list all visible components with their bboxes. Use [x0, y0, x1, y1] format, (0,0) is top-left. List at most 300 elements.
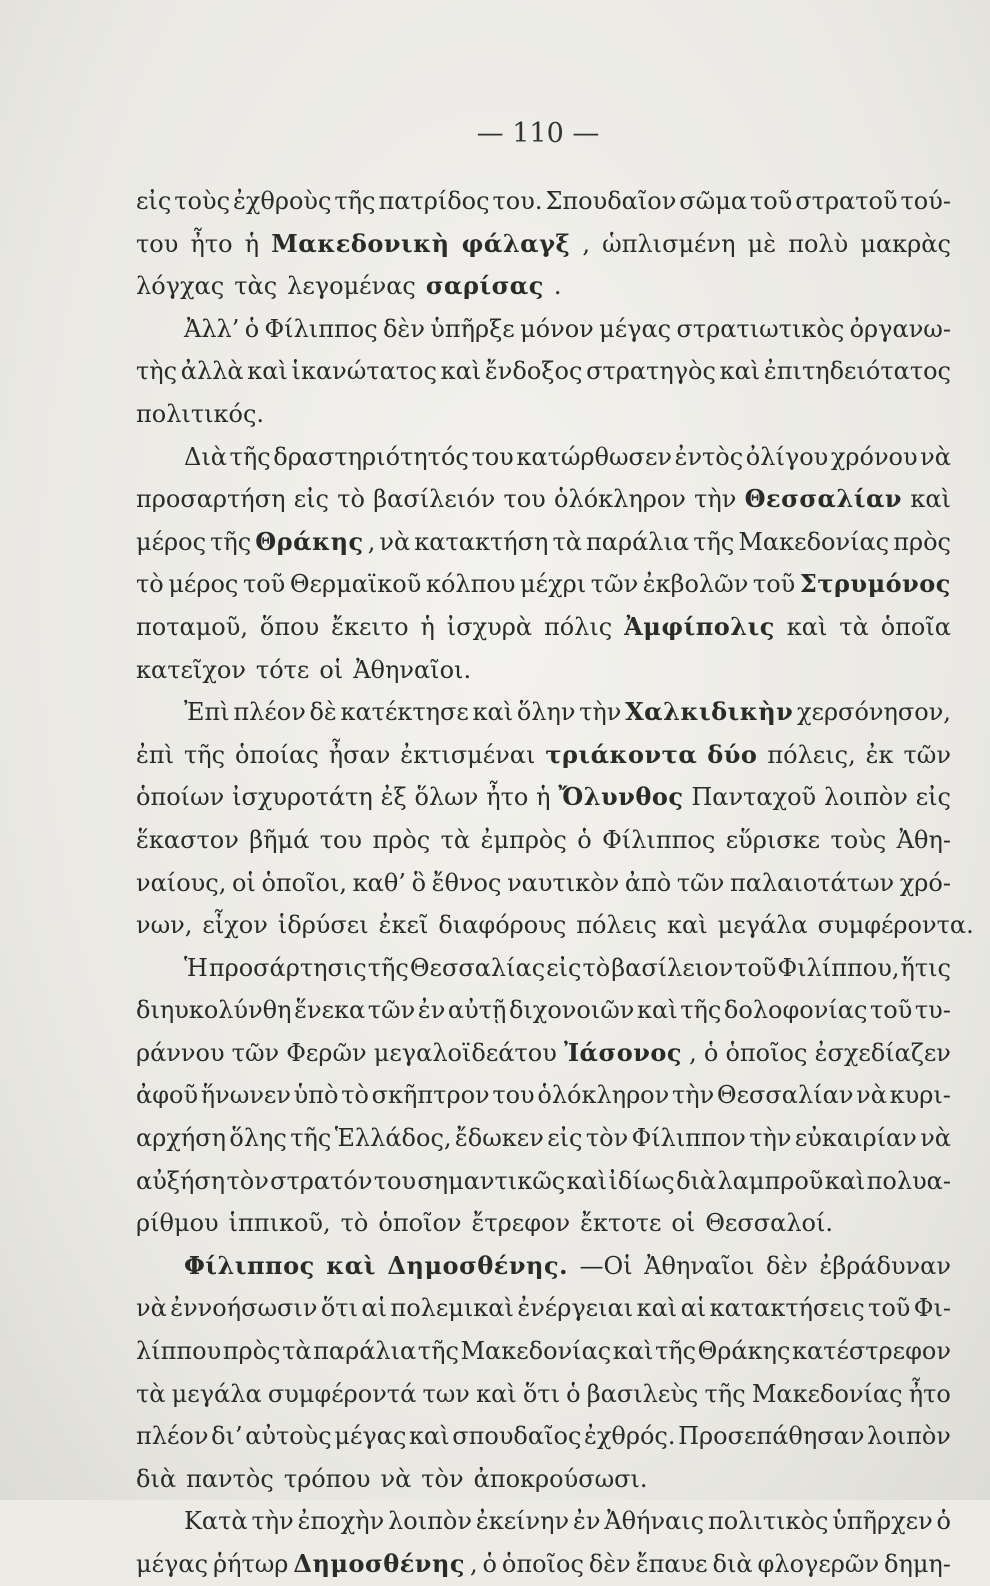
word: Θερμαϊκοῦ	[289, 570, 422, 599]
word: μόνον	[520, 314, 594, 343]
text-line	[136, 734, 951, 777]
text-line	[136, 393, 951, 436]
bold-term: Δημοσθένης	[293, 1549, 466, 1578]
word: καὶ	[667, 911, 708, 940]
word: τὸ	[337, 485, 365, 514]
word: Θράκης	[697, 1337, 791, 1366]
word: ὃ	[411, 868, 427, 897]
word: ἔτρεφον	[471, 1209, 571, 1238]
word: ἐχθροὺς	[232, 187, 332, 215]
word: τοῦ	[750, 187, 793, 215]
word: τῶν	[231, 1038, 280, 1067]
word: ἱδρύσει	[277, 911, 369, 940]
word: τὸ	[341, 1081, 369, 1110]
word: διὰ	[676, 1166, 717, 1195]
word: προσαρτήση	[136, 485, 286, 514]
word: εἰς	[546, 953, 582, 982]
word: Μακεδονίας	[738, 527, 890, 556]
word: πολεμικαὶ	[390, 1294, 514, 1323]
word: λόγχας	[136, 272, 225, 301]
body-text	[136, 180, 974, 1586]
word: παράλια	[586, 527, 690, 556]
word: ῥήτωρ	[212, 1550, 289, 1578]
word: ναίους,	[136, 868, 227, 897]
word: ἥνωνεν	[200, 1081, 291, 1110]
word: παλαιοτάτων	[729, 868, 895, 897]
word: Ἀθηναῖοι	[644, 1251, 755, 1280]
word: νὰ	[379, 527, 411, 556]
word: του	[492, 1081, 535, 1110]
word: ἡ	[420, 612, 435, 641]
word: Διὰ	[184, 442, 227, 471]
word: τὴν	[694, 485, 737, 514]
word: .	[553, 272, 562, 301]
word: ἕκαστον	[136, 825, 239, 854]
word: πλέον	[136, 1422, 209, 1451]
word: μέγας	[136, 1550, 209, 1578]
word: Ἀλλ’	[184, 314, 240, 343]
word: καὶ	[719, 357, 761, 386]
word: του	[136, 229, 179, 258]
word: ὅλης	[229, 1124, 287, 1153]
word: τοὺς	[174, 187, 231, 215]
word: ,	[689, 1038, 697, 1067]
word: στρατοῦ	[795, 187, 898, 215]
word: χερσόνησον,	[796, 698, 951, 727]
word: Φι-	[913, 1294, 951, 1323]
word: ὅλων	[414, 783, 479, 812]
word: ὁ	[577, 825, 592, 854]
word: δι’	[211, 1422, 243, 1451]
word: ὑπὸ	[293, 1081, 339, 1110]
text-line	[136, 563, 951, 606]
bold-term: Θεσσαλίαν	[744, 484, 903, 514]
text-line	[136, 1500, 951, 1543]
word: Φίλιππος	[264, 314, 378, 343]
word: Φίλιππος	[602, 825, 716, 854]
word: καὶ	[247, 357, 288, 386]
bold-term: Δημοσθένης.	[387, 1250, 568, 1280]
text-line	[136, 436, 951, 479]
word: μέχρι	[520, 570, 587, 599]
text-line	[136, 1373, 951, 1416]
word: ἦτο	[190, 229, 233, 258]
word: —Οἱ	[579, 1251, 633, 1280]
word: ναυτικὸν	[507, 868, 620, 897]
word: μεγάλα	[171, 1379, 262, 1408]
text-line	[136, 265, 951, 308]
word: νὰ	[920, 442, 951, 471]
word: ἔκειτο	[331, 612, 409, 641]
word: ὁ	[482, 1550, 497, 1578]
word: ἰσχυροτάτη	[232, 783, 373, 812]
word: πρὸς	[222, 1337, 281, 1366]
word: τὰ	[552, 527, 582, 556]
word: ὀλίγου	[745, 442, 829, 471]
bold-term: τριάκοντα	[545, 739, 698, 769]
word: τρόπου	[283, 1464, 371, 1493]
word: κυρι-	[889, 1081, 951, 1110]
bold-term: Χαλκιδικὴν	[625, 697, 794, 727]
word: ἐκ	[865, 740, 894, 769]
word: του	[319, 825, 363, 854]
word: τοῦ	[752, 570, 796, 599]
word: ὁποῖος	[501, 1550, 584, 1578]
word: μεγαλοϊδεάτου	[373, 1038, 557, 1067]
word: ἐντὸς	[674, 442, 744, 471]
word: δὲν	[382, 314, 425, 343]
word: πολὺ	[788, 229, 849, 258]
word: κόλπου	[425, 570, 516, 599]
word: Θεσσαλίας	[409, 953, 546, 982]
word: ἰσχυρὰ	[446, 612, 533, 641]
word: ὅλην	[516, 698, 576, 727]
text-line	[136, 308, 951, 351]
word: καὶ	[476, 1379, 517, 1408]
word: χρόνου	[830, 442, 918, 471]
word: μακρὰς	[860, 229, 951, 258]
word: ἀπὸ	[624, 868, 672, 897]
word: σπουδαῖος	[452, 1422, 582, 1451]
word: αὐτοὺς	[245, 1422, 332, 1451]
word: καὶ	[786, 612, 828, 641]
word: τῆς	[367, 953, 409, 982]
word: τῶν	[367, 996, 416, 1025]
word: ὅτι	[320, 1294, 358, 1323]
word: τὸν	[585, 1124, 629, 1153]
word: πολυα-	[866, 1166, 951, 1195]
word: Ἀθη-	[896, 825, 951, 854]
word: τὰς	[234, 272, 278, 301]
word: λίππου	[136, 1337, 222, 1366]
word: του.	[492, 187, 543, 215]
text-line	[136, 1245, 951, 1288]
word: τῶν	[590, 570, 639, 599]
word: ἔδωκεν	[454, 1124, 544, 1153]
word: Θεσσαλίαν	[716, 1081, 854, 1110]
word: κατέστρεφον	[791, 1337, 951, 1366]
word: ὁλόκληρον	[554, 485, 686, 514]
word: πρὸς	[372, 825, 431, 854]
bold-term: Στρυμόνος	[799, 569, 951, 599]
word: δὲν	[588, 1550, 631, 1578]
word: ἀφοῦ	[136, 1081, 199, 1110]
bold-term: Θράκης	[255, 526, 364, 556]
word: τῆς	[693, 527, 735, 556]
word: τὰ	[136, 1379, 166, 1408]
word: σκῆπτρον	[371, 1081, 490, 1110]
word: μέρος	[136, 527, 207, 556]
word: καὶ	[472, 698, 514, 727]
text-line	[136, 862, 951, 905]
word: καὶ	[636, 1294, 678, 1323]
word: ἱκανώτατος	[291, 357, 437, 386]
word: εἰς	[293, 485, 329, 514]
word: τὸν	[226, 1166, 269, 1195]
word: ἐπιτηδειότατος	[763, 357, 951, 386]
word: ἦσαν	[328, 740, 391, 769]
word: παντὸς	[186, 1464, 274, 1493]
word: ὁποῖοι,	[261, 868, 348, 897]
word: βασίλειόν	[373, 485, 496, 514]
word: τῆς	[229, 442, 271, 471]
word: ὁ	[936, 1507, 951, 1536]
word: των	[422, 1379, 470, 1408]
text-line	[136, 819, 951, 862]
word: ἐπὶ	[136, 740, 175, 769]
text-line	[136, 180, 951, 223]
word: Φίλιππον	[631, 1124, 746, 1153]
word: πατρίδος	[378, 187, 490, 215]
word: ὑπῆρχεν	[832, 1507, 933, 1536]
word: δὲν	[765, 1251, 808, 1280]
word: ὑπῆρξε	[430, 314, 515, 343]
word: σημαντικῶς	[417, 1166, 566, 1195]
word: Ἡ	[184, 953, 208, 982]
word: ἥτις	[900, 953, 951, 982]
word: Μακεδονίας	[751, 1379, 903, 1408]
word: βῆμά	[249, 825, 310, 854]
word: ποταμοῦ,	[136, 612, 248, 641]
bold-term: δύο	[707, 739, 758, 769]
word: ἐξ	[380, 783, 407, 812]
word: ὁποῖος	[725, 1038, 808, 1067]
word: τού-	[900, 187, 951, 215]
word: σῶμα	[679, 187, 748, 215]
word: παράλια	[313, 1337, 417, 1366]
word: πολιτικὸς	[707, 1507, 829, 1536]
word: ἐν	[417, 996, 446, 1025]
word: Φερῶν	[286, 1038, 367, 1067]
bold-term: φάλαγξ	[461, 228, 571, 258]
word: φλογερῶν	[757, 1550, 880, 1578]
word: ὁποῖα	[880, 612, 951, 641]
text-line	[136, 606, 951, 649]
word: τοῦ	[869, 996, 913, 1025]
word: Ἐπὶ	[184, 698, 230, 727]
word: κατεῖχον	[136, 655, 246, 684]
word: τῆς	[704, 1379, 746, 1408]
word: τῆς	[417, 1337, 459, 1366]
word: συμφέροντά	[267, 1379, 417, 1408]
word: οἱ	[231, 868, 256, 897]
word: ,	[469, 1550, 478, 1578]
text-line	[136, 1287, 951, 1330]
word: τὴν	[671, 1081, 715, 1110]
bold-term: Μακεδονικὴ	[271, 228, 450, 258]
text-line	[136, 1032, 951, 1075]
text-line	[136, 1458, 951, 1501]
word: ἐκτισμέναι	[400, 740, 536, 769]
word: τῶν	[903, 740, 951, 769]
word: μὲ	[747, 229, 777, 258]
word: τὰ	[440, 825, 471, 854]
word: τὸ	[582, 953, 611, 982]
word: καὶ	[566, 1166, 608, 1195]
word: αὐξήση	[136, 1166, 226, 1195]
word: κατακτήσεις	[709, 1294, 865, 1323]
word: δὲ	[309, 698, 337, 727]
word: τῆς	[290, 1124, 332, 1153]
word: ἐμπρὸς	[480, 825, 567, 854]
word: λοιπὸν	[823, 783, 908, 812]
word: ἦτο	[908, 1379, 951, 1408]
word: ὁποίων	[136, 783, 225, 812]
word: καὶ	[440, 357, 482, 386]
word: ὅπου	[259, 612, 320, 641]
word: ἐν	[572, 1507, 601, 1536]
word: νων,	[136, 911, 193, 940]
word: ἰδίως	[608, 1166, 675, 1195]
word: Κατὰ	[184, 1507, 248, 1536]
word: ἱππικοῦ,	[228, 1209, 331, 1238]
word: ὁ	[566, 1379, 581, 1408]
word: ,	[367, 527, 376, 556]
text-line	[136, 691, 951, 734]
word: του	[503, 485, 546, 514]
word: κατώρθωσεν	[516, 442, 672, 471]
word: ὁ	[703, 1038, 719, 1067]
word: στρατόν	[270, 1166, 373, 1195]
word: ὅτι	[522, 1379, 560, 1408]
word: ἀποκρούσωσι.	[473, 1464, 648, 1493]
word: κατέκτησε	[340, 698, 469, 727]
word: εὕρισκε	[725, 825, 821, 854]
text-line	[136, 1330, 951, 1373]
word: οἱ	[319, 655, 344, 684]
word: στρατιωτικὸς	[676, 314, 845, 343]
text-line	[136, 1160, 951, 1203]
text-line	[136, 649, 951, 692]
word: ὀργανω-	[849, 314, 951, 343]
word: νὰ	[920, 1124, 951, 1153]
word: τῆς	[680, 996, 722, 1025]
bold-term: Ἰάσονος	[563, 1037, 682, 1067]
word: τὸν	[421, 1464, 464, 1493]
word: εἰς	[136, 187, 172, 215]
word: πόλις	[543, 612, 613, 641]
word: στρατηγὸς	[586, 357, 716, 386]
word: λοιπὸν	[867, 1422, 951, 1451]
word: ἐσχεδίαζεν	[814, 1038, 951, 1067]
word: μέγας	[334, 1422, 407, 1451]
word: κατακτήση	[414, 527, 549, 556]
word: ἐκείνην	[475, 1507, 570, 1536]
word: ὁποίας	[235, 740, 319, 769]
word: εἰς	[915, 783, 951, 812]
word: ἡ	[244, 229, 260, 258]
word: ἕνεκα	[294, 996, 366, 1025]
word: καθ’	[352, 868, 406, 897]
word: ὁ	[244, 314, 260, 343]
word: τοὺς	[830, 825, 887, 854]
word: ἐνέργειαι	[517, 1294, 634, 1323]
word: διαφόρους	[438, 911, 567, 940]
word: ἔπαυε	[635, 1550, 708, 1578]
word: τὴν	[749, 1124, 792, 1153]
bold-term: Ὄλυνθος	[558, 782, 684, 812]
text-line	[136, 478, 951, 521]
word: ὡπλισμένη	[602, 229, 736, 258]
word: καὶ	[637, 996, 678, 1025]
word: διηυκολύνθη	[136, 996, 292, 1025]
word: ἔθνος	[431, 868, 502, 897]
word: δημη-	[884, 1550, 951, 1578]
word: εἶχον	[202, 911, 268, 940]
word: βασίλειον	[611, 953, 734, 982]
word: τὰ	[282, 1337, 312, 1366]
text-line	[136, 989, 951, 1032]
text-line	[136, 1202, 951, 1245]
word: Μακεδονίας	[460, 1337, 612, 1366]
word: λαμπροῦ	[717, 1166, 824, 1195]
word: τὴν	[251, 1507, 294, 1536]
text-line	[136, 947, 951, 990]
word: συμφέροντα.	[817, 911, 974, 940]
word: ράννου	[136, 1038, 225, 1067]
word: Φιλίππου,	[777, 953, 900, 982]
word: τότε	[255, 655, 310, 684]
word: διχονοιῶν	[508, 996, 635, 1025]
word: ἦτο	[486, 783, 529, 812]
word: οἱ	[671, 1209, 696, 1238]
word: ἐχθρός.	[584, 1422, 676, 1451]
word: αἱ	[680, 1294, 707, 1323]
text-line	[136, 223, 951, 266]
word: βασιλεὺς	[586, 1379, 699, 1408]
word: ἐκεῖ	[378, 911, 429, 940]
text-line	[136, 1415, 951, 1458]
word: πολιτικός.	[136, 399, 265, 428]
word: Πανταχοῦ	[691, 783, 817, 812]
word: τοῦ	[734, 953, 777, 982]
word: εἰς	[547, 1124, 583, 1153]
word: πόλεις,	[767, 740, 856, 769]
bold-term: καὶ	[326, 1250, 376, 1280]
text-line	[136, 350, 951, 393]
word: ἐβράδυναν	[819, 1251, 951, 1280]
word: Ἀθήναις	[604, 1507, 705, 1536]
text-line	[136, 776, 951, 819]
word: ἔκτοτε	[580, 1209, 662, 1238]
word: τὴν	[579, 698, 622, 727]
word: χρό-	[899, 868, 951, 897]
word: του	[471, 442, 514, 471]
word: λοιπὸν	[388, 1507, 472, 1536]
word: ἔνδοξος	[484, 357, 583, 386]
word: ὁποῖον	[378, 1209, 462, 1238]
word: του	[373, 1166, 417, 1195]
word: ἀλλὰ	[180, 357, 244, 386]
word: τὸ	[340, 1209, 369, 1238]
word: τῆς	[210, 527, 252, 556]
word: τῶν	[676, 868, 725, 897]
word: δολοφονίας	[723, 996, 868, 1025]
word: τῆς	[184, 740, 226, 769]
word: ,	[582, 229, 590, 258]
bold-term: σαρίσας	[425, 271, 544, 301]
word: νὰ	[136, 1294, 167, 1323]
word: τοῦ	[868, 1294, 911, 1323]
word: ρίθμου	[136, 1209, 219, 1238]
word: εὐκαιρίαν	[794, 1124, 917, 1153]
word: τὴς	[136, 357, 178, 386]
bold-term: Ἀμφίπολις	[624, 611, 775, 641]
word: τοῦ	[242, 570, 286, 599]
word: προσάρτησις	[208, 953, 367, 982]
word: μέρος	[168, 570, 239, 599]
word: δραστηριότητός	[273, 442, 469, 471]
